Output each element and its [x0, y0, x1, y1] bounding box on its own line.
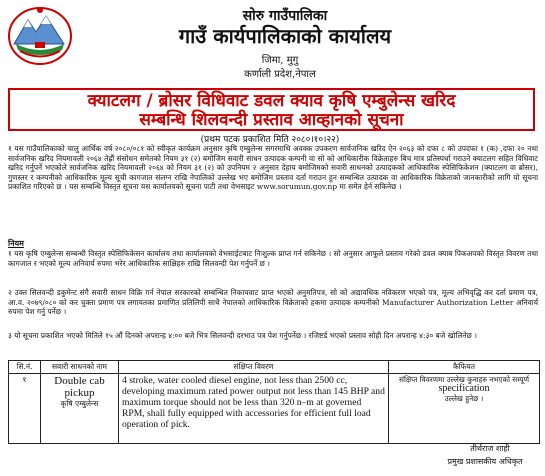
notice-title-banner	[8, 88, 535, 131]
table-row	[9, 374, 540, 444]
row-specification: 4 stroke, water cooled diesel engine, not less than 2500 cc, developing maximum rated power output not less than 145 BHP and maximum torque should not be less than 320 n–m at governed RPM, shall fully equipped with accessories for efficient full load operation of pick.	[119, 374, 389, 444]
address-line-1: जिमा, मुगु	[261, 55, 299, 66]
vehicle-table	[8, 360, 540, 444]
government-emblem-logo	[6, 4, 74, 66]
column-header-remarks: कैफियत	[389, 361, 540, 374]
vehicle-name-en: Double cab pickup	[54, 375, 105, 399]
office-name: सोरु गाउँपालिका	[242, 8, 328, 24]
remark-text-en: specification	[438, 383, 490, 395]
notice-title-line-2: सम्बन्धि शिलवन्दी प्रस्ताव आव्हानको सूचना	[139, 110, 404, 130]
condition-item: ३ यो सूचना प्रकाशित भएको मितिले १५ औं दिनको अपरान्ह ४:०० बजे भित्र सिलवन्दी दरभाउ पत्र पेश गर्नुपर्नेछ । रजिष्टर्ड भएको प्रस्ताव सोही दिन अपरान्ह ४:३० बजे खोलिनेछ ।	[8, 331, 477, 340]
address-line-2: कर्णाली प्रदेश,नेपाल	[244, 69, 316, 80]
column-header-description: संक्षिप्त विवरण	[119, 361, 389, 374]
notice-title-line-1: क्याटलग / ब्रोसर विधिवाट डवल क्याव कृषि एम्बुलेन्स खरिद	[87, 91, 456, 111]
column-header-vehicle-name: सवारी साधनको नाम	[41, 361, 119, 374]
remark-text-pre: संक्षिप्त विवरणमा उल्लेख कुनाहरु नभएको सम्पूर्ण	[399, 375, 529, 384]
office-title: गाउँ कार्यपालिकाको कार्यालय	[178, 24, 392, 48]
column-header-sn: सि.नं.	[9, 361, 41, 374]
condition-item: १ यस कृषि एम्बुलेन्स सम्बन्धी विस्तृत स्पेसिफिकेसन कार्यालय तथा कार्यालयको वेभसाईटबाट निःशुल्क प्राप्त गर्न सकिनेछ । सो अनुसार आफूले प्रस्ताव गरेको डवल क्याब पिकअपको विस्तृत विवरण तथा कागजात र भएको मूल्य अनिवार्य रुपमा भरेर आधिकारिक साक्षिहरु राखि सिलवन्दी पेश गर्नुपर्ने छ ।	[8, 249, 538, 268]
remark-text-post: उल्लेख हुनेछ ।	[444, 393, 484, 403]
vehicle-name-np: कृषि एम्बुलेन्स	[60, 399, 99, 408]
notice-paragraph: १ यस गाउँपालिकाको चालु आर्थिक वर्ष २०८०/०८१ को स्वीकृत कार्यक्रम अनुसार कृषि एम्बुलेन्स सगरमाथि अवक्क उपकरण सार्वजनिक खरिद ऐन २०६३ को दफा ८ को उपदफा १ (क) ,दफा २० नथा सार्वजनिक खरिद नियमावली २०६४ तेह्रौं संसोधन समेतको नियम ३१ (२) बमोजिम सवारी साधन उत्पादक कम्पनी वा सो को आधिकारीक विक्रेताहरु बिच मात्र प्रतिस्पर्धा गराउने क्याटलग सहित विधिवाट खरिद गर्नुपर्ने भएकोले सार्वजनिक खरिद नियमावली २०६४ को नियम ३१ (२) को उपनियम २ अनुसार देहाय बमोजिमको सवारी साधनको उत्पादकको आधिकारिक स्पेसिफिकेशन (क्याटलग वा ब्रोसर), गुणस्तर र कम्पनीको आधिकारिक मूल्य सूची कागजात संलग्न राखि नेपालिको उल्लेख भए बमोजिम प्रस्ताव दर्ता गराउन हुन सम्बन्धित उत्पादक वा आधिकारिक विक्रेताको जानकारीको लागि यो सूचना प्रकाशित गरिएको छ । यस सम्बन्धि विस्तृत सूचना यस कार्यालयको सूचना पाटी तथा वेभसाइट www.sorumun.gov.np मा समेत हेर्न सकिनेछ ।	[8, 144, 538, 192]
signer-title: प्रमुख प्रशासकीय अधिकृत	[447, 457, 523, 466]
row-remarks	[389, 374, 540, 444]
condition-item: २ उक्त सिलवन्दी डकुमेन्ट संगै सवारी साधन विक्रि गर्न नेपाल सरकारको सम्बन्धित निकायवाट प्राप्त भएको अनुमतिपत्र, सो को अद्यावधिक नविकरण भएको पत्र, मूल्य अभिवृद्धि कर दर्ता प्रमाण पत्र, आ.व. २०७९/०८० को कर चुक्ता प्रमाण पत्र लगायतका प्रमाणित प्रतिलिपी साथै नेपालको आधिकारिक विक्रेताको हकमा उत्पादक कम्पनीको Manufacturer Authorization Letter अनिवार्य रुपमा पेश गर्नु पर्नेछ ।	[8, 288, 538, 317]
table-header-row	[9, 361, 540, 374]
conditions-heading: नियम	[8, 238, 24, 248]
signer-name: तीर्थराज शाही	[470, 444, 510, 453]
publication-date: (प्रथम पटक प्रकाशित मिति २०८०।१०।२२)	[200, 135, 340, 145]
row-sn: १	[9, 374, 41, 444]
row-vehicle-name	[41, 374, 119, 444]
